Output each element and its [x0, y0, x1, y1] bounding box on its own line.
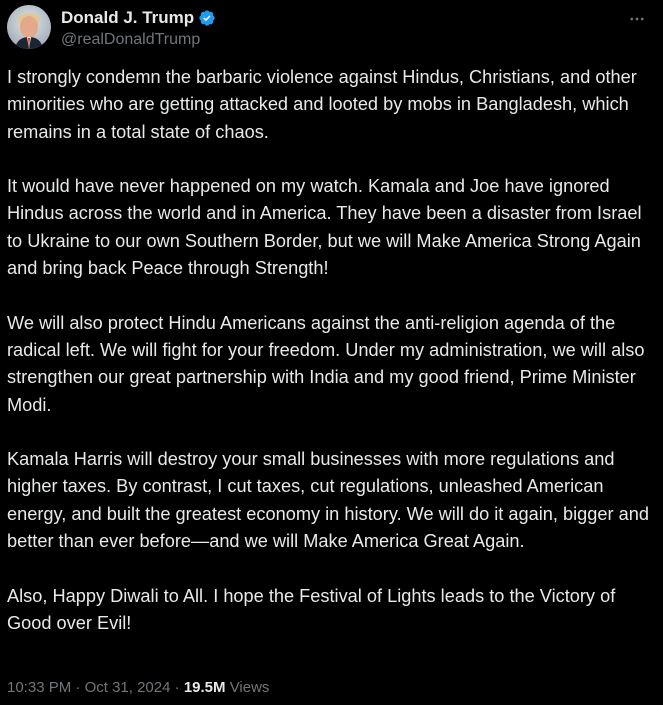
- avatar[interactable]: [7, 5, 51, 49]
- timestamp-link[interactable]: [7, 679, 170, 696]
- tweet-paragraph: Kamala Harris will destroy your small businesses with more regulations and higher taxes. By contrast, I cut taxes, cut regulations, unleashed American energy, and built the greatest economy in history. We will do it again, bigger and better than ever before—and we will Make America Great Again.: [7, 449, 649, 552]
- tweet-paragraph: It would have never happened on my watch. Kamala and Joe have ignored Hindus across the world and in America. They have been a disaster from Israel to Ukraine to our own Southern Border, but we will Make America Strong Again and bring back Peace through Strength!: [7, 176, 642, 279]
- tweet-header: [7, 5, 649, 53]
- more-horizontal-icon: [628, 10, 646, 28]
- tweet-date: Oct 31, 2024: [84, 679, 171, 696]
- meta-separator: ·: [174, 679, 180, 696]
- display-name[interactable]: Donald J. Trump: [61, 8, 195, 27]
- verified-badge-icon: [198, 9, 216, 27]
- tweet-paragraph: I strongly condemn the barbaric violence against Hindus, Christians, and other minorities who are getting attacked and looted by mobs in Bangladesh, which remains in a total state of chaos.: [7, 67, 637, 142]
- tweet-body: [7, 64, 652, 637]
- handle[interactable]: @realDonaldTrump: [61, 31, 201, 48]
- avatar-image: [7, 5, 51, 49]
- user-block: [61, 5, 216, 49]
- views-label: Views: [229, 679, 270, 696]
- views-count[interactable]: 19.5M: [183, 679, 226, 696]
- more-options-button[interactable]: [625, 9, 649, 29]
- tweet-meta: [7, 679, 269, 696]
- name-row: [61, 7, 216, 29]
- tweet-paragraph: We will also protect Hindu Americans against the anti-religion agenda of the radical left. We will fight for your freedom. Under my administration, we will also strengthen our great partnership with India and my good friend, Prime Minister Modi.: [7, 312, 645, 415]
- tweet-paragraph: Also, Happy Diwali to All. I hope the Festival of Lights leads to the Victory of Good over Evil!: [7, 585, 616, 633]
- meta-separator: ·: [75, 679, 81, 696]
- tweet-time: 10:33 PM: [7, 679, 72, 696]
